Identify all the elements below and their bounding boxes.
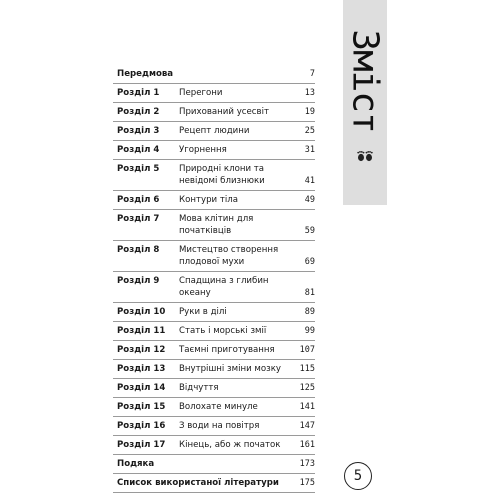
toc-page: 115 xyxy=(299,364,315,374)
toc-page: 69 xyxy=(304,257,315,267)
toc-label: Розділ 5 xyxy=(117,164,160,174)
toc-title: Рецепт людини xyxy=(179,126,250,136)
toc-row[interactable] xyxy=(113,241,315,272)
toc-label: Розділ 9 xyxy=(117,276,160,286)
toc-page: 25 xyxy=(304,126,315,136)
toc-page: 161 xyxy=(299,440,315,450)
toc-page: 19 xyxy=(304,107,315,117)
toc-title: Контури тіла xyxy=(179,195,238,205)
toc-row[interactable] xyxy=(113,360,315,379)
toc-page: 125 xyxy=(299,383,315,393)
toc-label: Розділ 12 xyxy=(117,345,166,355)
toc-page: 41 xyxy=(304,176,315,186)
toc-label: Розділ 11 xyxy=(117,326,166,336)
toc-row[interactable] xyxy=(113,191,315,210)
toc-title: Кінець, або ж початок xyxy=(179,440,281,450)
toc-title: Таємні приготування xyxy=(179,345,275,355)
toc-title: Прихований усесвіт xyxy=(179,107,269,117)
toc-title: Природні клони та невідомі близнюки xyxy=(179,164,265,186)
toc-row[interactable] xyxy=(113,379,315,398)
toc-row[interactable] xyxy=(113,210,315,241)
toc-title: Внутрішні зміни мозку xyxy=(179,364,282,374)
toc-row[interactable] xyxy=(113,141,315,160)
toc-title: Мистецтво створення плодової мухи xyxy=(179,245,279,267)
toc-label: Розділ 16 xyxy=(117,421,166,431)
toc-title: Угорнення xyxy=(179,145,227,155)
toc-page: 107 xyxy=(299,345,315,355)
toc-title: Волохате минуле xyxy=(179,402,258,412)
toc-label: Розділ 17 xyxy=(117,440,166,450)
toc-title: Мова клітин для початківців xyxy=(179,214,254,236)
toc-page: 99 xyxy=(304,326,315,336)
toc-page: 13 xyxy=(304,88,315,98)
toc-row[interactable] xyxy=(113,417,315,436)
toc-page: 175 xyxy=(299,478,315,488)
toc-page: 173 xyxy=(299,459,315,469)
toc-title: Перегони xyxy=(179,88,223,98)
toc-page: 141 xyxy=(299,402,315,412)
toc-row[interactable] xyxy=(113,65,315,84)
toc-row[interactable] xyxy=(113,398,315,417)
toc-row[interactable] xyxy=(113,103,315,122)
toc-row[interactable] xyxy=(113,160,315,191)
toc-label: Розділ 2 xyxy=(117,107,160,117)
toc-label: Список використаної літератури xyxy=(117,478,279,488)
toc-title: Стать і морські змії xyxy=(179,326,267,336)
toc-page: 81 xyxy=(304,288,315,298)
toc-label: Розділ 3 xyxy=(117,126,160,136)
toc-page: 49 xyxy=(304,195,315,205)
toc-row[interactable] xyxy=(113,303,315,322)
page-title-text: Зміст xyxy=(344,29,386,133)
toc-label: Передмова xyxy=(117,69,174,79)
page-number-text: 5 xyxy=(353,468,363,484)
toc-page: 89 xyxy=(304,307,315,317)
toc-title: З води на повітря xyxy=(179,421,260,431)
toc-title: Спадщина з глибин океану xyxy=(179,276,269,298)
toc-row[interactable] xyxy=(113,341,315,360)
toc-title: Відчуття xyxy=(179,383,219,393)
toc-page: 147 xyxy=(299,421,315,431)
footprints-icon xyxy=(356,150,374,162)
toc-label: Розділ 10 xyxy=(117,307,166,317)
toc-row[interactable] xyxy=(113,322,315,341)
toc-row[interactable] xyxy=(113,272,315,303)
toc-label: Подяка xyxy=(117,459,155,469)
toc-row[interactable] xyxy=(113,84,315,103)
toc-row[interactable] xyxy=(113,122,315,141)
toc-row[interactable] xyxy=(113,436,315,455)
toc-label: Розділ 13 xyxy=(117,364,166,374)
toc-row[interactable] xyxy=(113,455,315,474)
page-title xyxy=(342,16,388,146)
toc-row[interactable] xyxy=(113,474,315,493)
toc-label: Розділ 4 xyxy=(117,145,160,155)
toc-label: Розділ 14 xyxy=(117,383,166,393)
toc-label: Розділ 7 xyxy=(117,214,160,224)
table-of-contents xyxy=(113,65,315,493)
toc-page: 31 xyxy=(304,145,315,155)
toc-page: 59 xyxy=(304,226,315,236)
page-number xyxy=(344,462,372,490)
toc-label: Розділ 6 xyxy=(117,195,160,205)
toc-title: Руки в ділі xyxy=(179,307,227,317)
toc-label: Розділ 8 xyxy=(117,245,160,255)
toc-label: Розділ 15 xyxy=(117,402,166,412)
toc-page: 7 xyxy=(309,69,315,79)
toc-label: Розділ 1 xyxy=(117,88,160,98)
